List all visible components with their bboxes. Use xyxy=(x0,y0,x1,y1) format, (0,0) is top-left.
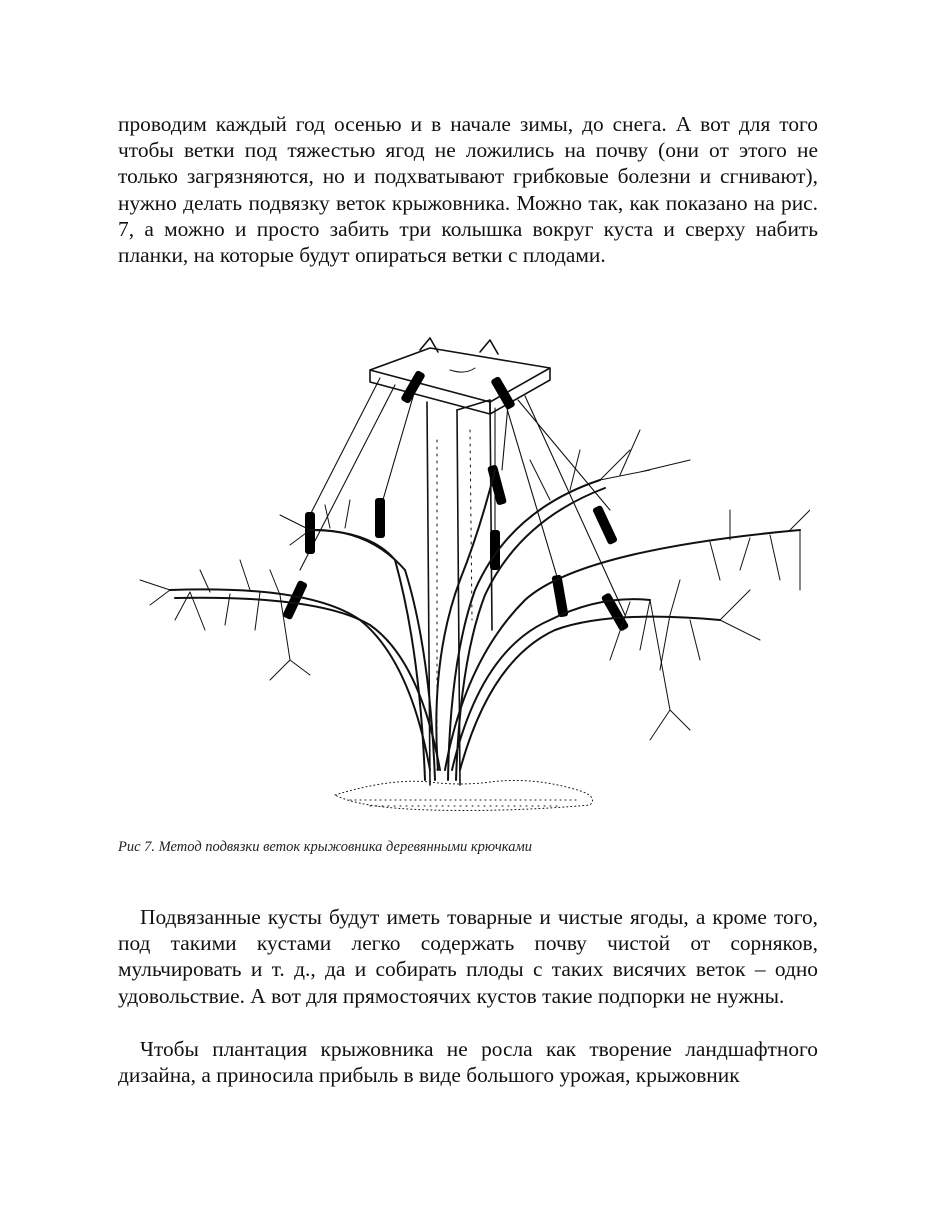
paragraph-2: Подвязанные кусты будут иметь товарные и чистые ягоды, а кроме того, под такими кустами легко содержать почву чистой от сорняков, мульчировать и т. д., да и собирать плоды с таких висячих веток – одно удовольствие. А вот для прямостоячих кустов такие подпорки не нужны. xyxy=(118,905,818,1008)
paragraph-3: Чтобы плантация крыжовника не росла как творение ландшафтного дизайна, а приносила прибыль в виде большого урожая, крыжовник xyxy=(118,1037,818,1088)
top-board xyxy=(370,338,550,414)
bush-twigs xyxy=(140,430,810,740)
bush-stems xyxy=(170,470,800,780)
ground-soil xyxy=(335,780,593,810)
figure-caption: Рис 7. Метод подвязки веток крыжовника деревянными крючками xyxy=(118,839,532,855)
support-wires xyxy=(300,378,625,615)
paragraph-1: проводим каждый год осенью и в начале зимы, до снега. А вот для того чтобы ветки под тяжестью ягод не ложились на почву (они от этого не только загрязняются, но и подхватывают грибковые болезни и сгнивают), нужно делать подвязку веток крыжовника. Можно так, как показано на рис. 7, а можно и просто забить три колышка вокруг куста и сверху набить планки, на которые будут опираться ветки с плодами. xyxy=(118,112,818,268)
gooseberry-support-illustration xyxy=(130,330,810,830)
